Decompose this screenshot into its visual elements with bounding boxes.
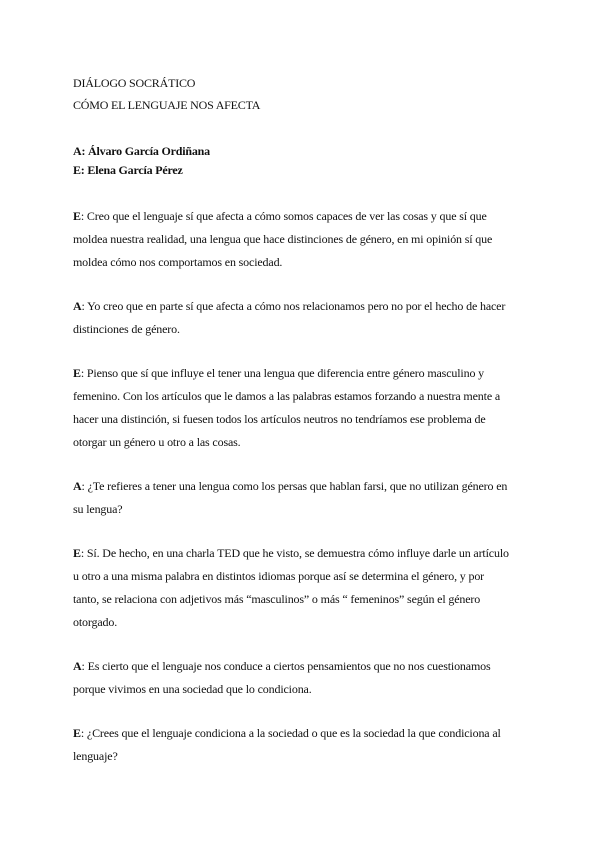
turn-line: femenino. Con los artículos que le damos a las palabras estamos forzando a nuestra mente a (73, 389, 501, 403)
turn-line: : Creo que el lenguaje sí que afecta a cómo somos capaces de ver las cosas y que sí que (80, 209, 487, 223)
turn-line: : Pienso que sí que influye el tener una lengua que diferencia entre género masculino y (80, 366, 484, 380)
turn-line: moldea cómo nos comportamos en sociedad. (73, 255, 283, 269)
turn-line: porque vivimos en una sociedad que lo condiciona. (73, 682, 312, 696)
author-e: E: Elena García Pérez (73, 163, 183, 177)
speaker-label: E (73, 726, 81, 740)
dialogue-turn (73, 295, 533, 341)
turn-line: tanto, se relaciona con adjetivos más “masculinos” o más “ femeninos” según el género (73, 592, 481, 606)
dialogue-turn (73, 205, 533, 274)
document-title (73, 72, 260, 116)
speaker-label: E (73, 209, 81, 223)
speaker-label: A (73, 479, 82, 493)
turn-line: : ¿Crees que el lenguaje condiciona a la sociedad o que es la sociedad la que condiciona al (80, 726, 501, 740)
dialogue-turn (73, 542, 533, 634)
turn-line: : Es cierto que el lenguaje nos conduce a ciertos pensamientos que no nos cuestionamos (81, 659, 491, 673)
title-line-1: DIÁLOGO SOCRÁTICO (73, 76, 196, 90)
title-line-2: CÓMO EL LENGUAJE NOS AFECTA (73, 98, 261, 112)
turn-line: distinciones de género. (73, 322, 180, 336)
dialogue-turn (73, 362, 533, 454)
turn-line: su lengua? (73, 502, 123, 516)
turn-line: : Sí. De hecho, en una charla TED que he visto, se demuestra cómo influye darle un artículo (80, 546, 509, 560)
authors-list (73, 142, 210, 180)
turn-line: hacer una distinción, si fuesen todos los artículos neutros no tendríamos ese problema de (73, 412, 486, 426)
dialogue-turn (73, 475, 533, 521)
speaker-label: E (73, 366, 81, 380)
turn-line: u otro a una misma palabra en distintos idiomas porque así se determina el género, y por (73, 569, 485, 583)
author-a: A: Álvaro García Ordiñana (73, 144, 210, 158)
speaker-label: E (73, 546, 81, 560)
speaker-label: A (73, 299, 82, 313)
turn-line: lenguaje? (73, 749, 118, 763)
dialogue-turn (73, 722, 533, 768)
speaker-label: A (73, 659, 82, 673)
turn-line: : ¿Te refieres a tener una lengua como los persas que hablan farsi, que no utilizan género en (81, 479, 508, 493)
turn-line: moldea nuestra realidad, una lengua que hace distinciones de género, en mi opinión sí que (73, 232, 493, 246)
dialogue-body (73, 205, 533, 768)
turn-line: otorgado. (73, 615, 118, 629)
turn-line: otorgar un género u otro a las cosas. (73, 435, 241, 449)
turn-line: : Yo creo que en parte sí que afecta a cómo nos relacionamos pero no por el hecho de hacer (81, 299, 506, 313)
dialogue-turn (73, 655, 533, 701)
